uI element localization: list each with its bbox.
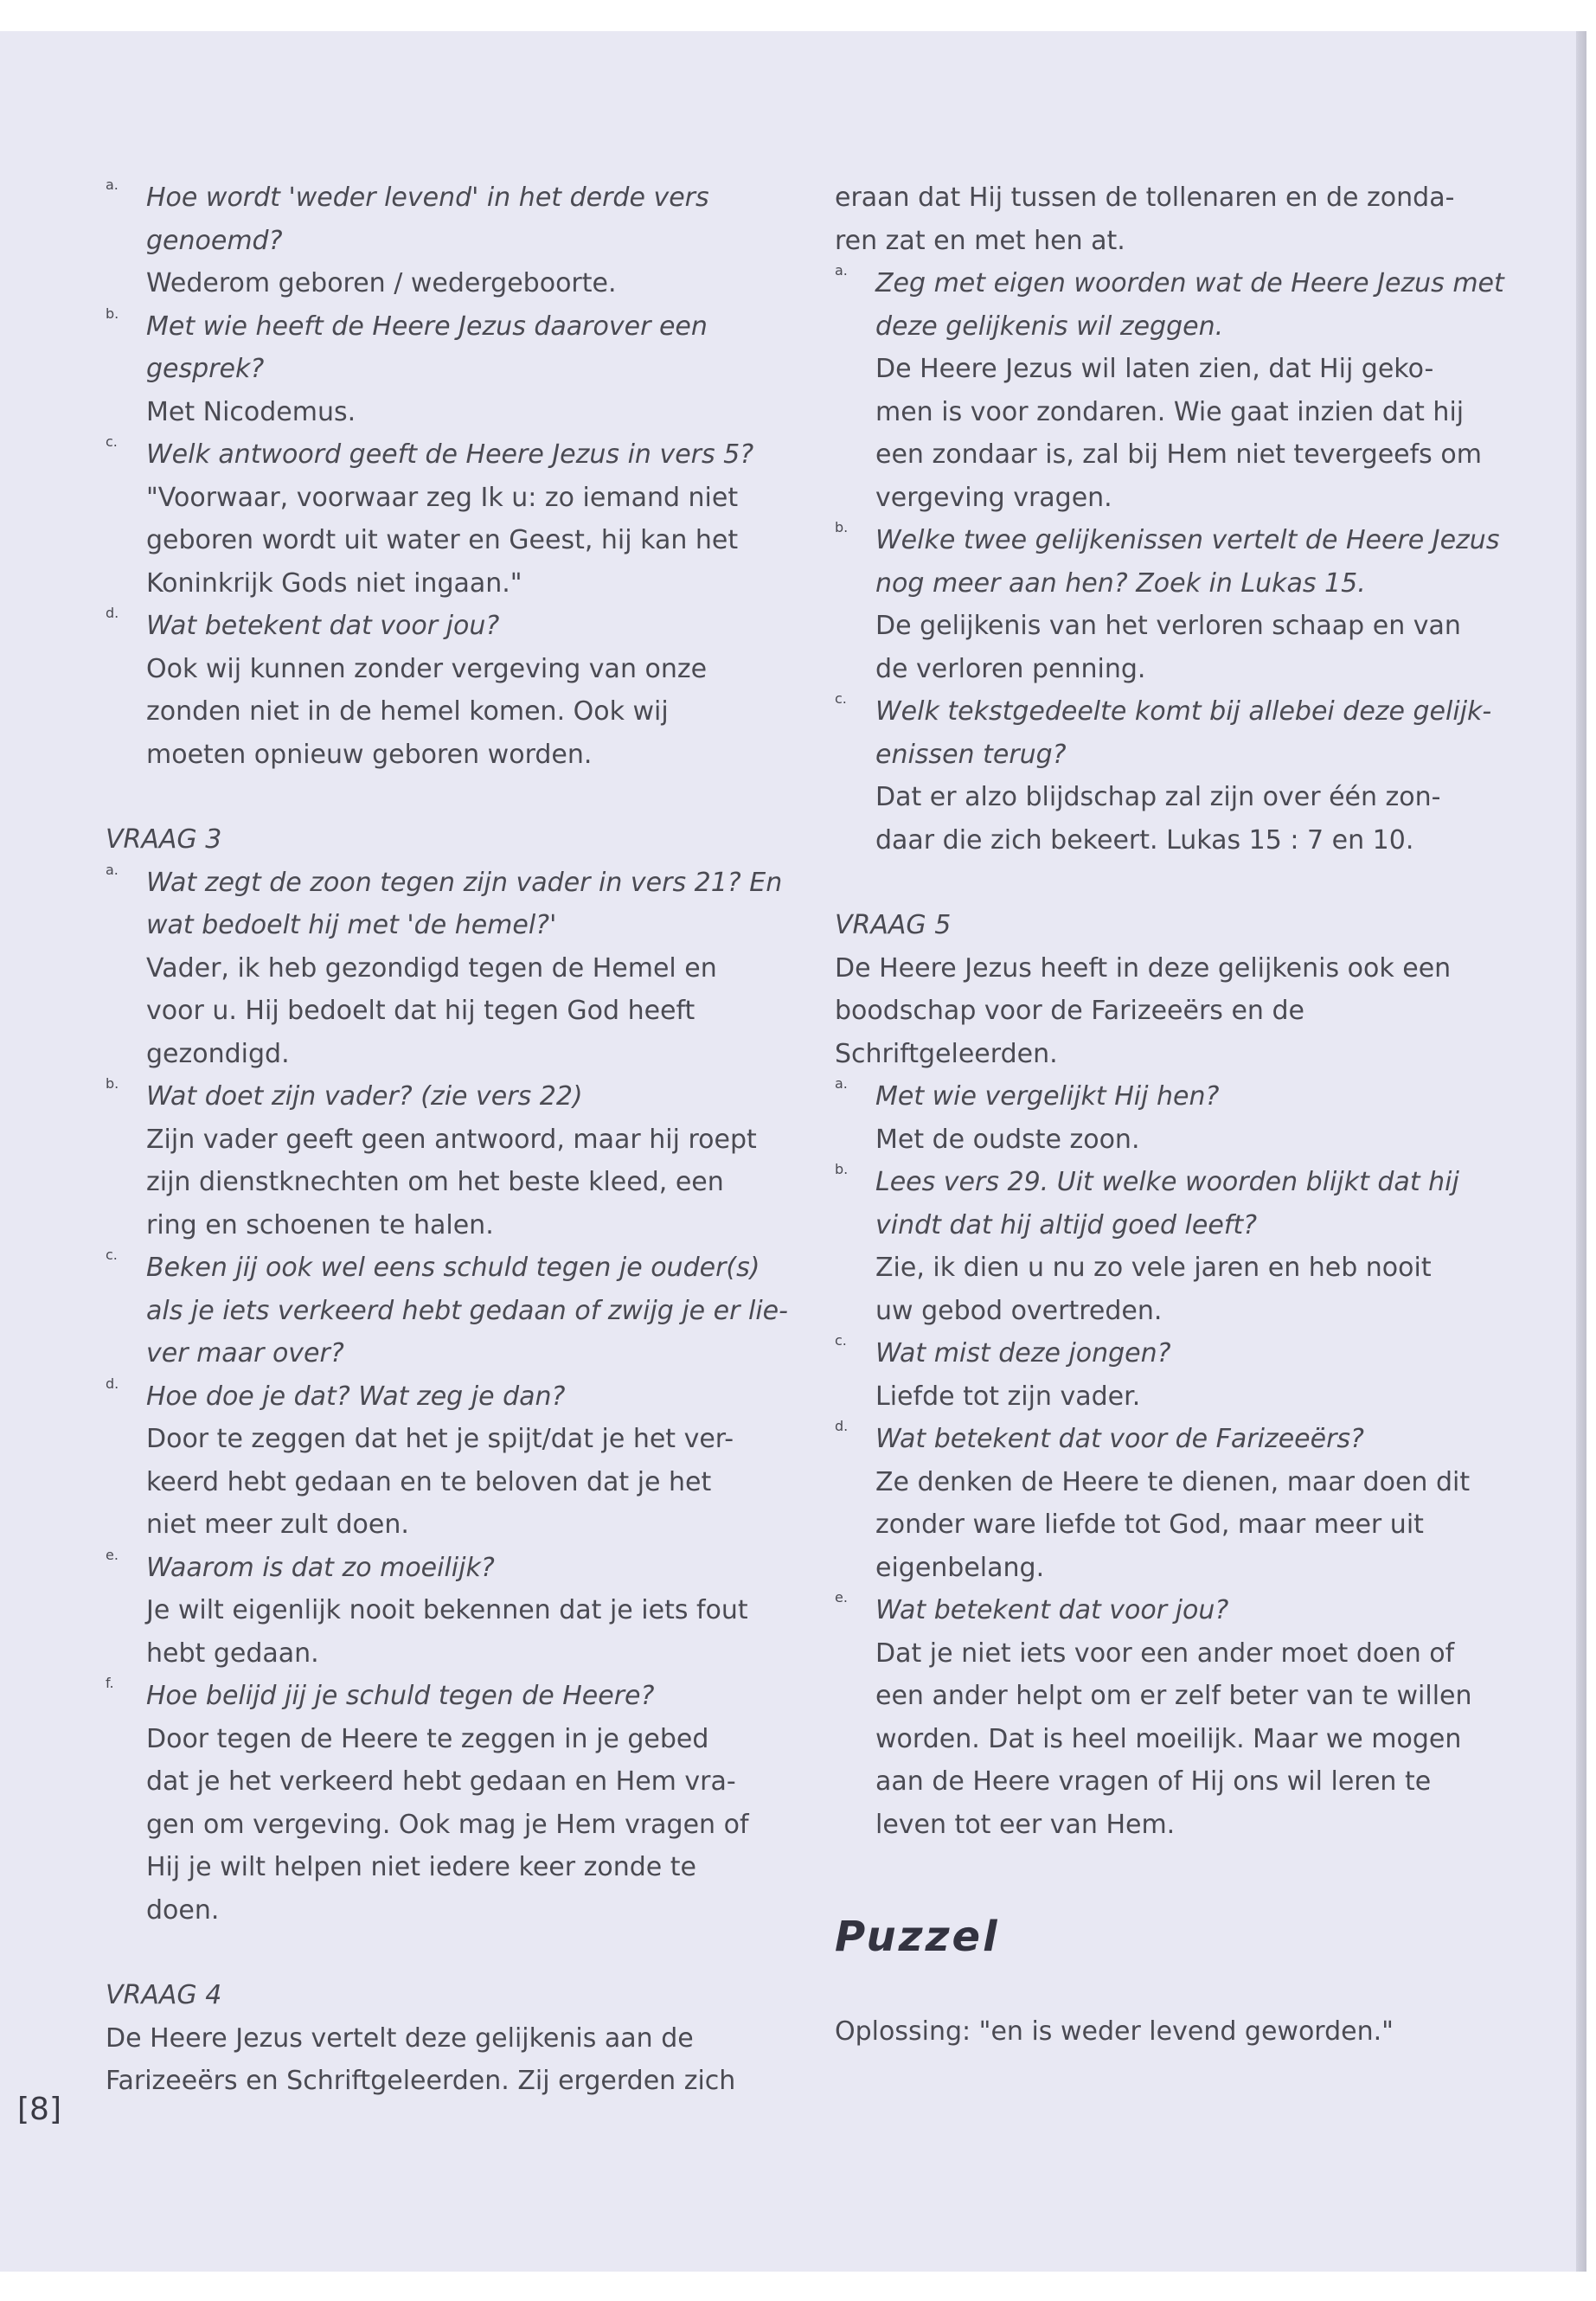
answer-line: worden. Dat is heel moeilijk. Maar we mogen — [875, 1723, 1462, 1754]
question-line: Welke twee gelijkenissen vertelt de Heere Jezus — [875, 525, 1500, 555]
answer-line: geboren wordt uit water en Geest, hij kan het — [146, 525, 739, 555]
answer-line: hebt gedaan. — [146, 1638, 319, 1669]
answer-line: daar die zich bekeert. Lukas 15 : 7 en 10. — [875, 824, 1414, 856]
vraag5-item-a — [835, 1075, 1501, 1161]
question-line: Zeg met eigen woorden wat de Heere Jezus met — [875, 268, 1504, 298]
answer-line: zonder ware liefde tot God, maar meer uit — [875, 1509, 1424, 1540]
vraag4-heading: VRAAG 4 — [106, 1980, 222, 2010]
question-line: Met wie vergelijkt Hij hen? — [875, 1081, 1220, 1112]
question-line: ver maar over? — [146, 1338, 344, 1368]
vraag4-intro-line: eraan dat Hij tussen de tollenaren en de zonda- — [835, 183, 1455, 213]
vraag5-item-c — [835, 1332, 1501, 1418]
vraag3-item-a — [106, 861, 783, 1076]
page-number: [8] — [17, 2092, 61, 2127]
question-line: gesprek? — [146, 354, 265, 384]
answer-line: een zondaar is, zal bij Hem niet tevergeefs om — [875, 439, 1482, 470]
item-letter: a. — [835, 262, 848, 279]
vraag4-item-b — [835, 519, 1501, 690]
answer-line: zijn dienstknechten om het beste kleed, een — [146, 1167, 724, 1197]
question-line: Hoe doe je dat? Wat zeg je dan? — [146, 1381, 566, 1412]
item-letter: e. — [835, 1589, 848, 1606]
answer-line: gezondigd. — [146, 1038, 290, 1069]
item-letter: b. — [835, 519, 849, 535]
vraag4-item-c — [835, 690, 1501, 862]
vraag5-intro-line: De Heere Jezus heeft in deze gelijkenis ook een — [835, 952, 1452, 984]
answer-line: zonden niet in de hemel komen. Ook wij — [146, 696, 669, 727]
answer-line: voor u. Hij bedoelt dat hij tegen God heeft — [146, 996, 695, 1026]
answer-line: niet meer zult doen. — [146, 1509, 409, 1540]
answer-line: vergeving vragen. — [875, 482, 1112, 513]
question-line: Wat betekent dat voor jou? — [146, 611, 500, 641]
question-line: Welk antwoord geeft de Heere Jezus in vers 5? — [146, 439, 754, 470]
vraag5-item-e — [835, 1589, 1501, 1846]
answer-line: aan de Heere vragen of Hij ons wil leren te — [875, 1766, 1432, 1797]
answer-line: uw gebod overtreden. — [875, 1295, 1163, 1326]
question-line: enissen terug? — [875, 739, 1067, 770]
left-column — [106, 176, 788, 2103]
answer-line: keerd hebt gedaan en te beloven dat je het — [146, 1466, 712, 1497]
vraag2-item-d — [106, 605, 780, 776]
item-letter: a. — [106, 861, 119, 878]
answer-line: Je wilt eigenlijk nooit bekennen dat je iets fout — [146, 1595, 748, 1625]
question-line: Wat betekent dat voor jou? — [875, 1595, 1229, 1625]
question-line: Welk tekstgedeelte komt bij allebei deze gelijk- — [875, 696, 1492, 727]
question-line: Met wie heeft de Heere Jezus daarover een — [146, 311, 708, 342]
answer-line: een ander helpt om er zelf beter van te willen — [875, 1681, 1472, 1711]
vraag3-item-c — [106, 1247, 788, 1375]
answer-line: Hij je wilt helpen niet iedere keer zonde te — [146, 1852, 696, 1882]
page-edge — [1576, 31, 1586, 2272]
answer-line: Zie, ik dien u nu zo vele jaren en heb nooit — [875, 1253, 1432, 1283]
item-letter: c. — [835, 690, 847, 707]
vraag3-item-f — [106, 1675, 780, 1932]
item-letter: d. — [106, 605, 119, 621]
item-letter: f. — [106, 1675, 114, 1691]
vraag3-item-d — [106, 1375, 780, 1547]
question-line: wat bedoelt hij met 'de hemel?' — [146, 910, 557, 940]
answer-line: moeten opnieuw geboren worden. — [146, 739, 593, 770]
answer-line: Dat er alzo blijdschap zal zijn over één zon- — [875, 782, 1441, 812]
question-line: als je iets verkeerd hebt gedaan of zwijg je er lie- — [146, 1295, 788, 1326]
vraag4-intro-line: De Heere Jezus vertelt deze gelijkenis aan de — [106, 2022, 694, 2054]
answer-line: De gelijkenis van het verloren schaap en van — [875, 611, 1461, 641]
vraag2-item-c — [106, 433, 780, 605]
item-letter: a. — [835, 1075, 848, 1092]
vraag3-item-b — [106, 1075, 780, 1247]
answer-line: Koninkrijk Gods niet ingaan." — [146, 567, 522, 599]
answer-line: Met Nicodemus. — [146, 396, 356, 427]
answer-line: doen. — [146, 1894, 220, 1926]
question-line: vindt dat hij altijd goed leeft? — [875, 1209, 1258, 1240]
question-line: Hoe wordt 'weder levend' in het derde vers — [146, 183, 709, 213]
item-letter: c. — [106, 1247, 118, 1263]
answer-line: Ook wij kunnen zonder vergeving van onze — [146, 653, 708, 684]
question-line: nog meer aan hen? Zoek in Lukas 15. — [875, 567, 1366, 599]
answer-line: "Voorwaar, voorwaar zeg Ik u: zo iemand niet — [146, 482, 739, 513]
answer-line: dat je het verkeerd hebt gedaan en Hem vra- — [146, 1766, 736, 1797]
vraag4-item-a — [835, 262, 1504, 519]
question-line: Lees vers 29. Uit welke woorden blijkt dat hij — [875, 1167, 1459, 1197]
item-letter: e. — [106, 1546, 119, 1563]
vraag5-intro-line: boodschap voor de Farizeeërs en de — [835, 996, 1304, 1026]
question-line: Wat zegt de zoon tegen zijn vader in vers 21? En — [146, 867, 783, 898]
question-line: Wat mist deze jongen? — [875, 1338, 1171, 1368]
answer-line: Door tegen de Heere te zeggen in je gebed — [146, 1723, 709, 1754]
item-letter: b. — [106, 1075, 119, 1092]
answer-line: Wederom geboren / wedergeboorte. — [146, 268, 617, 298]
item-letter: b. — [106, 304, 119, 322]
answer-line: De Heere Jezus wil laten zien, dat Hij geko- — [875, 354, 1434, 384]
question-line: Hoe belijd jij je schuld tegen de Heere? — [146, 1681, 655, 1711]
item-letter: d. — [106, 1375, 119, 1392]
item-letter: c. — [835, 1332, 847, 1349]
answer-line: men is voor zondaren. Wie gaat inzien dat hij — [875, 396, 1465, 427]
question-line: Beken jij ook wel eens schuld tegen je ouder(s) — [146, 1253, 760, 1283]
puzzel-title: Puzzel — [835, 1913, 1000, 1961]
vraag5-item-b — [835, 1161, 1501, 1332]
vraag3-section — [106, 818, 788, 1932]
vraag4-section — [106, 1974, 780, 2103]
vraag3-heading: VRAAG 3 — [106, 824, 222, 855]
answer-line: Ze denken de Heere te dienen, maar doen dit — [875, 1466, 1471, 1497]
question-line: Wat betekent dat voor de Farizeeërs? — [875, 1424, 1364, 1454]
right-column — [835, 176, 1504, 2054]
answer-line: Zijn vader geeft geen antwoord, maar hij roept — [146, 1124, 757, 1155]
vraag4-continued — [835, 176, 1504, 862]
answer-line: Met de oudste zoon. — [875, 1124, 1140, 1155]
answer-line: eigenbelang. — [875, 1552, 1045, 1583]
vraag3-item-e — [106, 1547, 780, 1676]
vraag4-intro-line: Farizeeërs en Schriftgeleerden. Zij ergerden zich — [106, 2066, 736, 2096]
vraag5-heading: VRAAG 5 — [835, 910, 952, 940]
answer-line: de verloren penning. — [875, 653, 1146, 684]
vraag5-intro-line: Schriftgeleerden. — [835, 1038, 1058, 1069]
vraag4-intro-line: ren zat en met hen at. — [835, 225, 1125, 256]
item-letter: b. — [835, 1161, 849, 1177]
question-line: genoemd? — [146, 225, 283, 256]
answer-line: Vader, ik heb gezondigd tegen de Hemel en — [146, 952, 717, 984]
answer-line: Door te zeggen dat het je spijt/dat je het ver- — [146, 1424, 734, 1454]
answer-line: Liefde tot zijn vader. — [875, 1381, 1141, 1412]
vraag5-item-d — [835, 1418, 1501, 1589]
answer-line: gen om vergeving. Ook mag je Hem vragen of — [146, 1809, 749, 1840]
item-letter: a. — [106, 176, 119, 193]
vraag5-section — [835, 904, 1501, 1846]
vraag2-item-b — [106, 305, 780, 434]
vraag2-item-a — [106, 176, 780, 305]
question-line: deze gelijkenis wil zeggen. — [875, 311, 1224, 342]
vraag2-section — [106, 176, 780, 776]
puzzel-oplossing: Oplossing: "en is weder levend geworden." — [835, 2016, 1394, 2047]
answer-line: Dat je niet iets voor een ander moet doen of — [875, 1638, 1455, 1669]
question-line: Wat doet zijn vader? (zie vers 22) — [146, 1081, 583, 1112]
item-letter: c. — [106, 433, 118, 450]
question-line: Waarom is dat zo moeilijk? — [146, 1552, 495, 1583]
puzzel-section — [835, 1907, 1501, 2054]
answer-line: ring en schoenen te halen. — [146, 1209, 494, 1240]
answer-line: leven tot eer van Hem. — [875, 1809, 1176, 1840]
item-letter: d. — [835, 1418, 849, 1434]
